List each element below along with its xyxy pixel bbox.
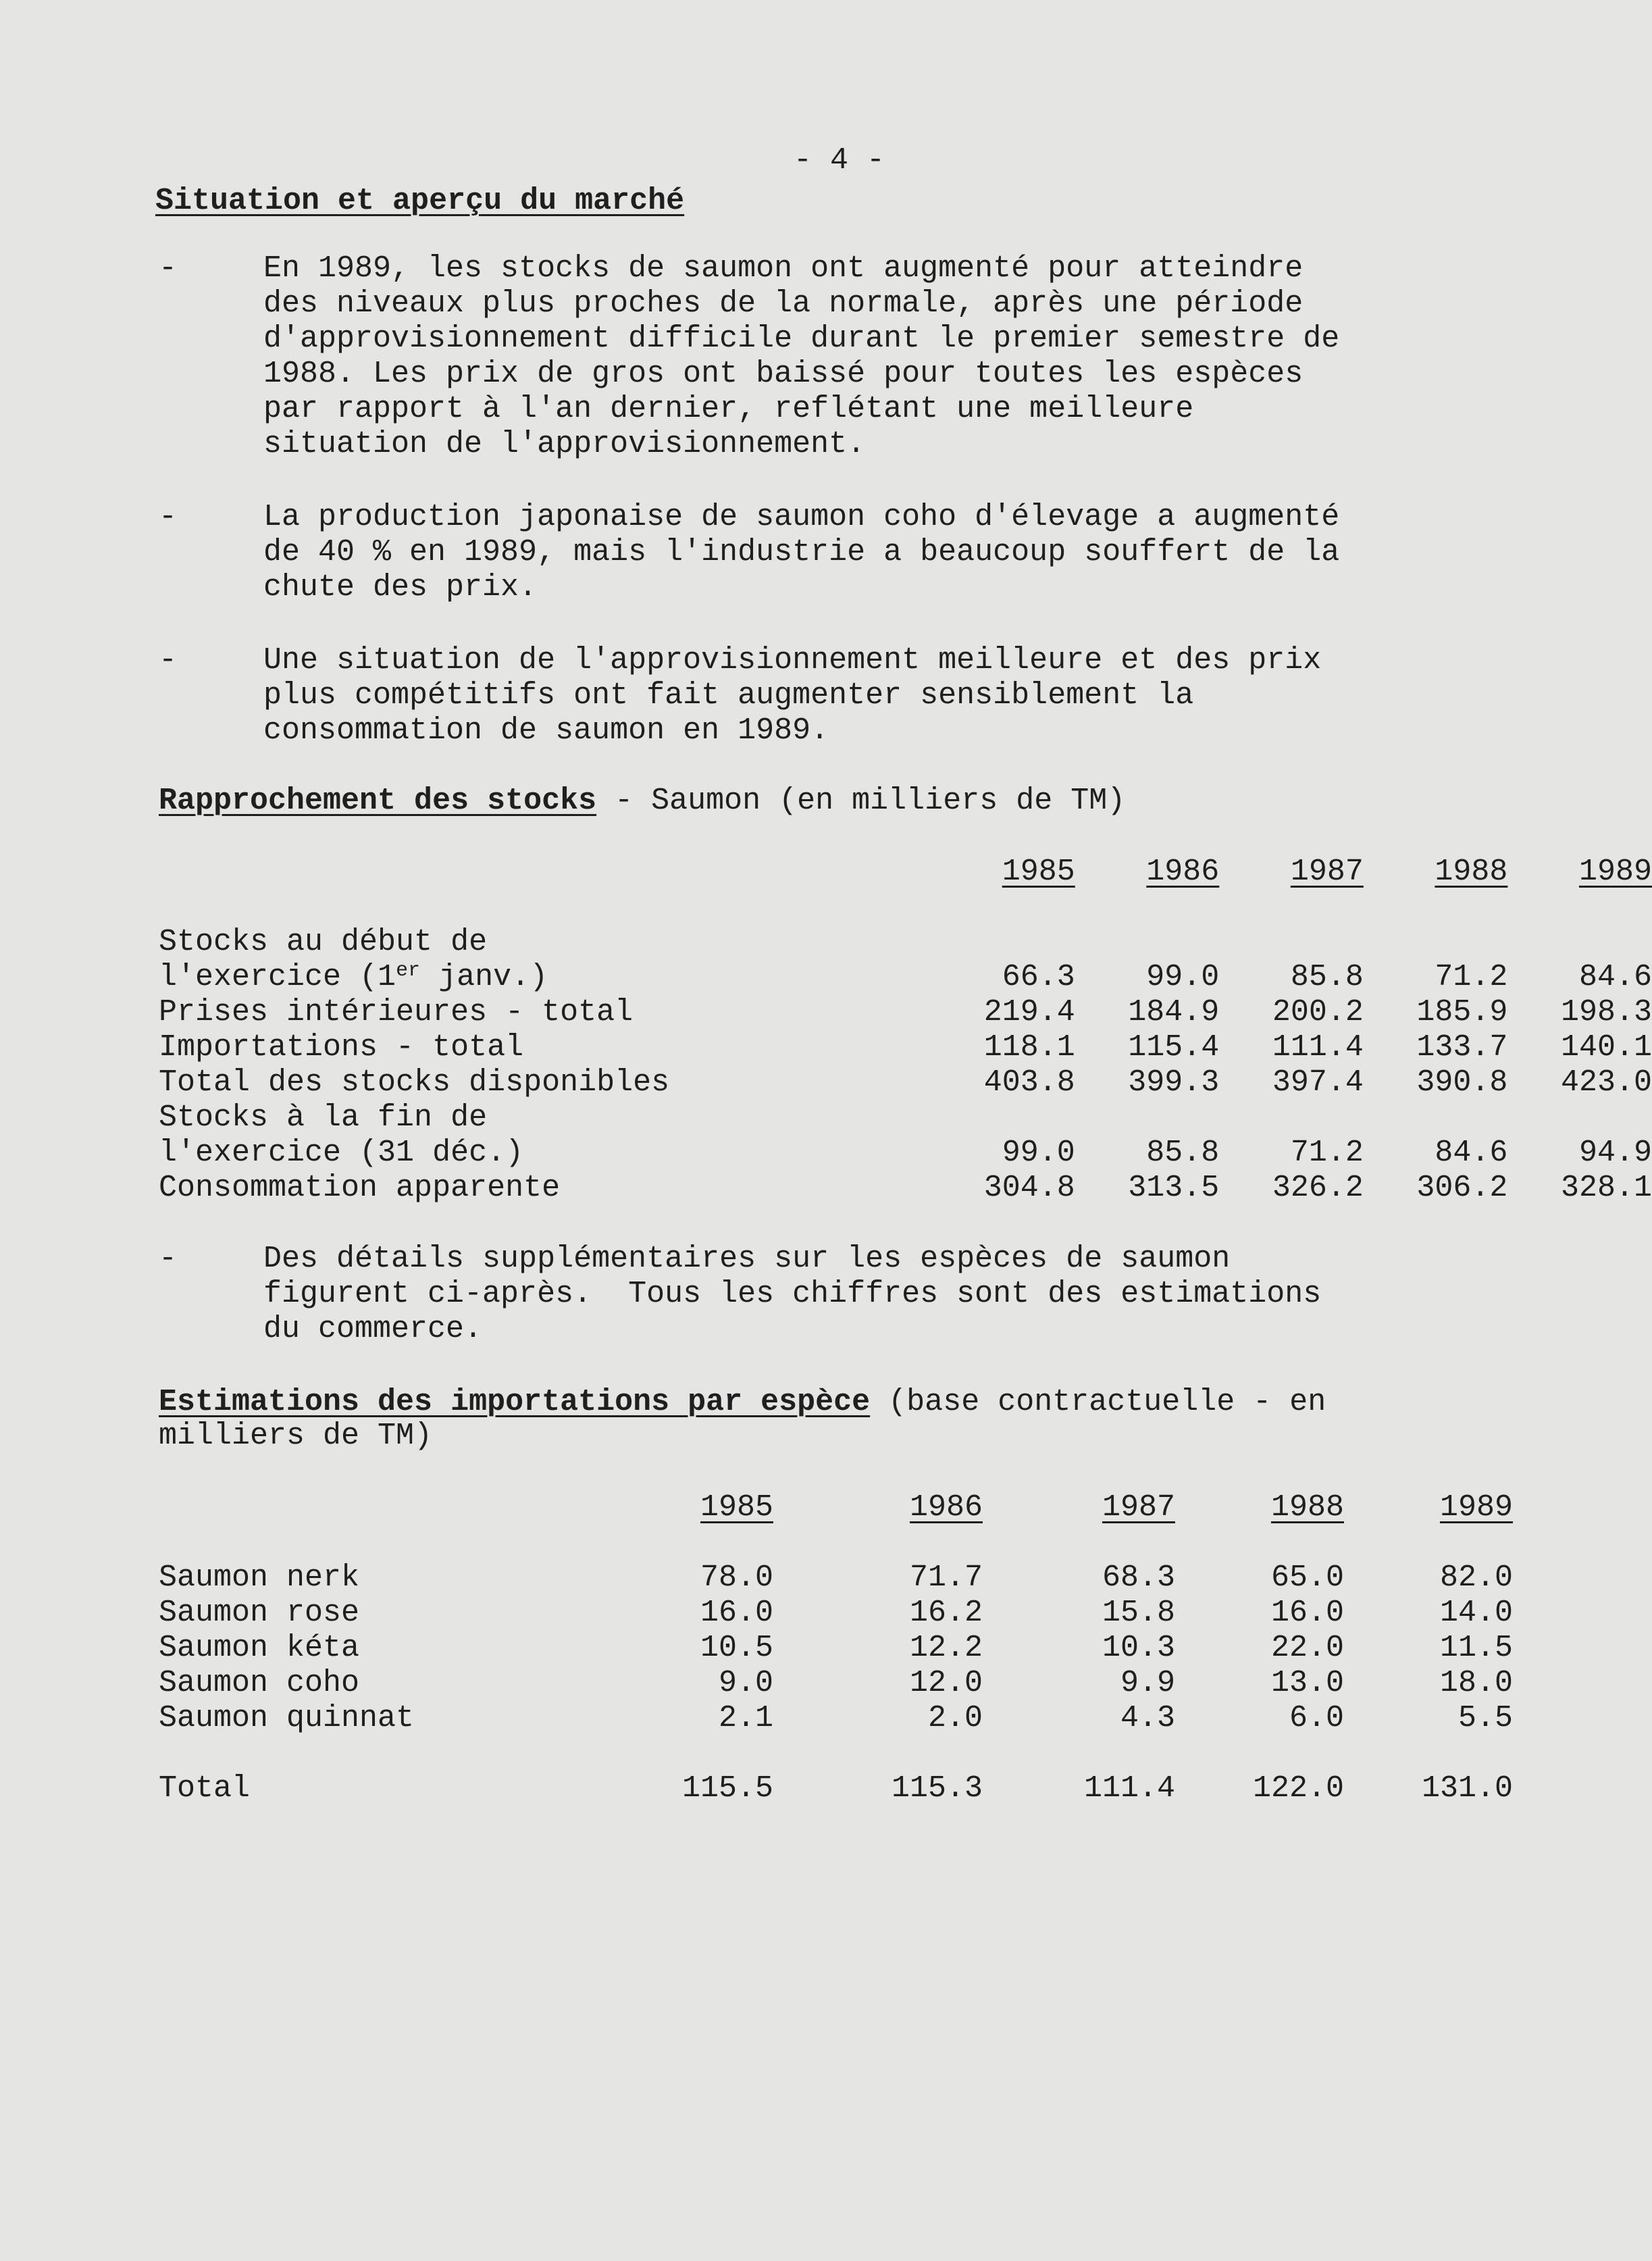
table-total-row (159, 1771, 1513, 1806)
table-cell: 99.0 (1002, 1136, 1075, 1170)
table-cell: 390.8 (1416, 1065, 1508, 1100)
text-line: d'approvisionnement difficile durant le premier semestre de (263, 322, 1340, 356)
text-line: de 40 % en 1989, mais l'industrie a beaucoup souffert de la (263, 535, 1340, 569)
table-cell: 85.8 (1290, 960, 1364, 994)
table-cell: 66.3 (1002, 960, 1075, 994)
bullet-dash: - (159, 500, 178, 534)
row-label: Saumon quinnat (159, 1701, 415, 1735)
stocks-heading-title: Rapprochement des stocks (159, 784, 597, 818)
table-cell: 5.5 (1457, 1701, 1513, 1735)
year-header: 1987 (1290, 855, 1364, 889)
table-cell: 399.3 (1128, 1065, 1220, 1100)
table-cell: 304.8 (983, 1171, 1075, 1205)
table-cell: 131.0 (1421, 1771, 1513, 1806)
table-cell: 200.2 (1272, 995, 1364, 1030)
table-cell: 115.4 (1128, 1030, 1220, 1065)
year-header: 1986 (909, 1490, 983, 1525)
table-cell: 12.0 (909, 1666, 983, 1700)
table-cell: 2.1 (718, 1701, 773, 1735)
year-header: 1986 (1146, 855, 1220, 889)
table-cell: 11.5 (1439, 1631, 1513, 1665)
table-cell: 140.1 (1560, 1030, 1652, 1065)
table-cell: 16.0 (1270, 1596, 1344, 1630)
table-cell: 85.8 (1146, 1136, 1220, 1170)
row-label: Prises intérieures - total (159, 995, 634, 1030)
table-cell: 423.0 (1560, 1065, 1652, 1100)
table-cell: 219.4 (983, 995, 1075, 1030)
table-cell: 198.3 (1560, 995, 1652, 1030)
table-cell: 14.0 (1439, 1596, 1513, 1630)
table-cell: 10.3 (1102, 1631, 1175, 1665)
imports-heading-title: Estimations des importations par espèce (159, 1385, 871, 1419)
imports-heading-subtitle: (base contractuelle - en (870, 1385, 1326, 1419)
table-row (159, 1171, 1652, 1206)
imports-heading-subtitle-line2: milliers de TM) (159, 1419, 433, 1453)
year-header: 1988 (1270, 1490, 1344, 1525)
table-cell: 22.0 (1270, 1631, 1344, 1665)
row-label: Saumon kéta (159, 1631, 360, 1665)
table-cell: 99.0 (1146, 960, 1220, 994)
table-row (159, 960, 1652, 995)
table-row (159, 1136, 1652, 1171)
table-cell: 71.7 (909, 1560, 983, 1595)
table-cell: 15.8 (1102, 1596, 1175, 1630)
row-label: Stocks à la fin de (159, 1100, 488, 1135)
table-row (159, 1701, 1513, 1736)
table-cell: 78.0 (700, 1560, 773, 1595)
table-cell: 65.0 (1270, 1560, 1344, 1595)
year-header: 1989 (1578, 855, 1652, 889)
table-cell: 94.9 (1578, 1136, 1652, 1170)
table-cell: 306.2 (1416, 1171, 1508, 1205)
row-label: l'exercice (1er janv.) (159, 959, 548, 994)
table-cell: 9.9 (1120, 1666, 1175, 1700)
table-cell: 82.0 (1439, 1560, 1513, 1595)
table-cell: 16.2 (909, 1596, 983, 1630)
row-label: Total des stocks disponibles (159, 1065, 670, 1100)
bullet-dash: - (159, 643, 178, 678)
table-row (159, 1560, 1513, 1596)
table-cell: 68.3 (1102, 1560, 1175, 1595)
row-label: Total (159, 1771, 251, 1806)
row-label: Stocks au début de (159, 925, 488, 959)
text-line: En 1989, les stocks de saumon ont augmenté pour atteindre (263, 251, 1303, 286)
table-cell: 16.0 (700, 1596, 773, 1630)
section-heading-imports (159, 1385, 1326, 1420)
table-header-row (159, 1490, 1513, 1525)
table-cell: 122.0 (1252, 1771, 1344, 1806)
table-cell: 185.9 (1416, 995, 1508, 1030)
table-row (159, 925, 1652, 960)
table-cell: 13.0 (1270, 1666, 1344, 1700)
table-cell: 84.6 (1578, 960, 1652, 994)
table-cell: 2.0 (927, 1701, 983, 1735)
text-line: Des détails supplémentaires sur les espèces de saumon (263, 1242, 1231, 1276)
row-label: l'exercice (31 déc.) (159, 1136, 524, 1170)
row-label: Consommation apparente (159, 1171, 561, 1205)
table-cell: 184.9 (1128, 995, 1220, 1030)
table-row (159, 1631, 1513, 1666)
table-row (159, 1100, 1652, 1136)
table-cell: 118.1 (983, 1030, 1075, 1065)
text-line: plus compétitifs ont fait augmenter sensiblement la (263, 678, 1194, 713)
section-heading-stocks (159, 784, 1125, 819)
text-line: La production japonaise de saumon coho d'élevage a augmenté (263, 500, 1340, 534)
row-label: Importations - total (159, 1030, 524, 1065)
table-row (159, 1596, 1513, 1631)
year-header: 1985 (1002, 855, 1075, 889)
text-line: chute des prix. (263, 570, 538, 605)
table-cell: 328.1 (1560, 1171, 1652, 1205)
table-cell: 4.3 (1120, 1701, 1175, 1735)
table-row (159, 1065, 1652, 1100)
text-line: Une situation de l'approvisionnement meilleure et des prix (263, 643, 1322, 678)
table-cell: 403.8 (983, 1065, 1075, 1100)
table-cell: 10.5 (700, 1631, 773, 1665)
table-cell: 12.2 (909, 1631, 983, 1665)
year-header: 1988 (1435, 855, 1508, 889)
stocks-heading-subtitle: - Saumon (en milliers de TM) (596, 784, 1126, 818)
row-label: Saumon rose (159, 1596, 360, 1630)
text-line: par rapport à l'an dernier, reflétant une meilleure (263, 392, 1194, 426)
table-cell: 84.6 (1435, 1136, 1508, 1170)
table-row (159, 1030, 1652, 1065)
table-cell: 111.4 (1083, 1771, 1175, 1806)
stock-reconciliation-table (159, 855, 1652, 1206)
bullet-dash: - (159, 251, 178, 286)
text-line: situation de l'approvisionnement. (263, 427, 866, 461)
table-cell: 115.3 (891, 1771, 983, 1806)
row-label: Saumon nerk (159, 1560, 360, 1595)
table-cell: 71.2 (1290, 1136, 1364, 1170)
text-line: des niveaux plus proches de la normale, après une période (263, 286, 1303, 321)
table-cell: 326.2 (1272, 1171, 1364, 1205)
text-line: consommation de saumon en 1989. (263, 713, 829, 748)
table-cell: 115.5 (681, 1771, 773, 1806)
row-label: Saumon coho (159, 1666, 360, 1700)
table-cell: 71.2 (1435, 960, 1508, 994)
section-heading-market: Situation et aperçu du marché (155, 184, 685, 218)
table-cell: 313.5 (1128, 1171, 1220, 1205)
bullet-dash: - (159, 1242, 178, 1276)
table-header-row (159, 855, 1652, 890)
text-line: 1988. Les prix de gros ont baissé pour toutes les espèces (263, 357, 1303, 391)
text-line: figurent ci-après. Tous les chiffres sont des estimations (263, 1277, 1322, 1311)
table-cell: 6.0 (1289, 1701, 1344, 1735)
table-row (159, 1666, 1513, 1701)
table-cell: 397.4 (1272, 1065, 1364, 1100)
page-number: - 4 - (794, 143, 885, 178)
table-cell: 133.7 (1416, 1030, 1508, 1065)
year-header: 1985 (700, 1490, 773, 1525)
year-header: 1989 (1439, 1490, 1513, 1525)
table-cell: 18.0 (1439, 1666, 1513, 1700)
text-line: du commerce. (263, 1312, 483, 1346)
table-row (159, 995, 1652, 1030)
year-header: 1987 (1102, 1490, 1175, 1525)
imports-by-species-table (159, 1490, 1513, 1806)
table-cell: 9.0 (718, 1666, 773, 1700)
table-cell: 111.4 (1272, 1030, 1364, 1065)
